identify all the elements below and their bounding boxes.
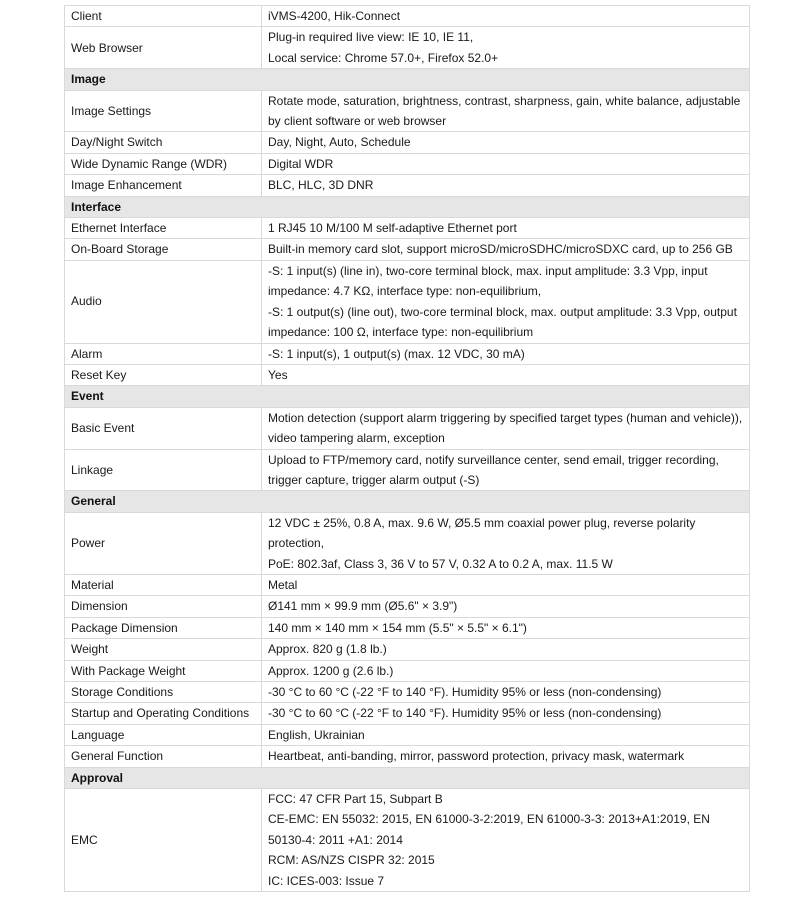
spec-value — [262, 239, 750, 260]
spec-row — [65, 132, 750, 153]
section-header: Event — [65, 386, 750, 407]
spec-row — [65, 239, 750, 260]
spec-row — [65, 512, 750, 574]
spec-label: Alarm — [65, 343, 262, 364]
spec-value-line: 1 RJ45 10 M/100 M self-adaptive Ethernet port — [268, 221, 517, 236]
spec-value — [262, 789, 750, 892]
spec-label: Material — [65, 574, 262, 595]
spec-value-line: Rotate mode, saturation, brightness, contrast, sharpness, gain, white balance, adjustable by client software or web browser — [268, 93, 741, 129]
spec-value-line: -S: 1 output(s) (line out), two-core terminal block, max. output amplitude: 3.3 Vpp, output impedance: 100 Ω, interface type: non-equilibrium — [268, 304, 737, 340]
spec-value-line: CE-EMC: EN 55032: 2015, EN 61000-3-2:2019, EN 61000-3-3: 2013+A1:2019, EN 50130-4: 2011 +A1: 2014 — [268, 812, 710, 847]
section-header: General — [65, 491, 750, 512]
spec-label: Language — [65, 724, 262, 745]
spec-value-line: Heartbeat, anti-banding, mirror, password protection, privacy mask, watermark — [268, 749, 685, 764]
spec-value — [262, 407, 750, 449]
spec-label: EMC — [65, 789, 262, 892]
spec-label: Image Settings — [65, 90, 262, 132]
spec-row — [65, 260, 750, 343]
spec-value-line: -30 °C to 60 °C (-22 °F to 140 °F). Humidity 95% or less (non-condensing) — [268, 685, 662, 699]
spec-value — [262, 449, 750, 491]
spec-value — [262, 27, 750, 69]
spec-value-line: PoE: 802.3af, Class 3, 36 V to 57 V, 0.32 A to 0.2 A, max. 11.5 W — [268, 556, 613, 571]
spec-row — [65, 724, 750, 745]
spec-value — [262, 574, 750, 595]
spec-row — [65, 175, 750, 196]
spec-row — [65, 574, 750, 595]
spec-row — [65, 364, 750, 385]
spec-label: Weight — [65, 639, 262, 660]
spec-value — [262, 132, 750, 153]
spec-row — [65, 343, 750, 364]
spec-label: Wide Dynamic Range (WDR) — [65, 153, 262, 174]
spec-row — [65, 789, 750, 892]
spec-value — [262, 596, 750, 617]
spec-value-line: Ø141 mm × 99.9 mm (Ø5.6" × 3.9") — [268, 599, 458, 614]
section-header: Interface — [65, 196, 750, 217]
spec-label: With Package Weight — [65, 660, 262, 681]
spec-value-line: Metal — [268, 577, 298, 592]
spec-value — [262, 343, 750, 364]
spec-value-line: -30 °C to 60 °C (-22 °F to 140 °F). Humidity 95% or less (non-condensing) — [268, 706, 662, 721]
spec-value — [262, 218, 750, 239]
section-header-row — [65, 491, 750, 512]
spec-row — [65, 639, 750, 660]
spec-label: Day/Night Switch — [65, 132, 262, 153]
spec-value — [262, 682, 750, 703]
spec-value-line: Plug-in required live view: IE 10, IE 11, — [268, 30, 474, 45]
spec-value-line: iVMS-4200, Hik-Connect — [268, 9, 401, 23]
spec-value-line: -S: 1 input(s) (line in), two-core terminal block, max. input amplitude: 3.3 Vpp, input impedance: 4.7 KΩ, interface type: non-equilibrium, — [268, 263, 708, 299]
spec-value — [262, 175, 750, 196]
spec-value-line: Built-in memory card slot, support microSD/microSDHC/microSDXC card, up to 256 GB — [268, 242, 733, 257]
spec-value — [262, 512, 750, 574]
spec-value-line: Yes — [268, 367, 288, 382]
spec-value-line: Digital WDR — [268, 156, 334, 171]
spec-label: Power — [65, 512, 262, 574]
spec-row — [65, 746, 750, 767]
spec-table — [64, 5, 750, 892]
spec-label: On-Board Storage — [65, 239, 262, 260]
section-header-row — [65, 69, 750, 90]
spec-row — [65, 660, 750, 681]
spec-table-body — [65, 6, 750, 892]
spec-value — [262, 6, 750, 27]
spec-value-line: English, Ukrainian — [268, 727, 365, 742]
spec-row — [65, 90, 750, 132]
spec-label: Audio — [65, 260, 262, 343]
spec-row — [65, 218, 750, 239]
spec-value — [262, 746, 750, 767]
spec-value-line: BLC, HLC, 3D DNR — [268, 178, 374, 193]
spec-label: Reset Key — [65, 364, 262, 385]
spec-label: Storage Conditions — [65, 682, 262, 703]
spec-value-line: RCM: AS/NZS CISPR 32: 2015 — [268, 853, 435, 868]
spec-value — [262, 617, 750, 638]
spec-row — [65, 27, 750, 69]
section-header-row — [65, 196, 750, 217]
spec-value-line: Motion detection (support alarm triggering by specified target types (human and vehicle)), video tampering alarm, exception — [268, 410, 743, 446]
spec-value — [262, 724, 750, 745]
spec-row — [65, 153, 750, 174]
section-header: Image — [65, 69, 750, 90]
section-header: Approval — [65, 767, 750, 788]
spec-value-line: Day, Night, Auto, Schedule — [268, 135, 411, 150]
spec-label: Ethernet Interface — [65, 218, 262, 239]
spec-value-line: IC: ICES-003: Issue 7 — [268, 873, 385, 888]
spec-label: General Function — [65, 746, 262, 767]
spec-row — [65, 703, 750, 724]
spec-label: Client — [65, 6, 262, 27]
spec-row — [65, 407, 750, 449]
spec-value — [262, 90, 750, 132]
spec-value — [262, 260, 750, 343]
spec-value-line: Approx. 820 g (1.8 lb.) — [268, 642, 387, 657]
spec-value — [262, 364, 750, 385]
spec-row — [65, 617, 750, 638]
spec-value-line: Upload to FTP/memory card, notify surveillance center, send email, trigger recording, trigger capture, trigger alarm output (-S) — [268, 452, 719, 487]
spec-label: Dimension — [65, 596, 262, 617]
spec-value — [262, 703, 750, 724]
spec-value-line: FCC: 47 CFR Part 15, Subpart B — [268, 792, 443, 807]
spec-row — [65, 449, 750, 491]
spec-value-line: Local service: Chrome 57.0+, Firefox 52.0+ — [268, 50, 499, 65]
spec-row — [65, 6, 750, 27]
spec-value — [262, 153, 750, 174]
spec-label: Package Dimension — [65, 617, 262, 638]
spec-value-line: Approx. 1200 g (2.6 lb.) — [268, 663, 394, 678]
spec-label: Image Enhancement — [65, 175, 262, 196]
section-header-row — [65, 386, 750, 407]
spec-value — [262, 639, 750, 660]
section-header-row — [65, 767, 750, 788]
spec-row — [65, 682, 750, 703]
spec-value — [262, 660, 750, 681]
spec-label: Basic Event — [65, 407, 262, 449]
spec-value-line: -S: 1 input(s), 1 output(s) (max. 12 VDC, 30 mA) — [268, 346, 525, 361]
spec-value-line: 12 VDC ± 25%, 0.8 A, max. 9.6 W, Ø5.5 mm coaxial power plug, reverse polarity protection, — [268, 515, 696, 551]
spec-label: Linkage — [65, 449, 262, 491]
spec-row — [65, 596, 750, 617]
spec-label: Startup and Operating Conditions — [65, 703, 262, 724]
spec-value-line: 140 mm × 140 mm × 154 mm (5.5" × 5.5" × 6.1") — [268, 620, 527, 635]
spec-label: Web Browser — [65, 27, 262, 69]
